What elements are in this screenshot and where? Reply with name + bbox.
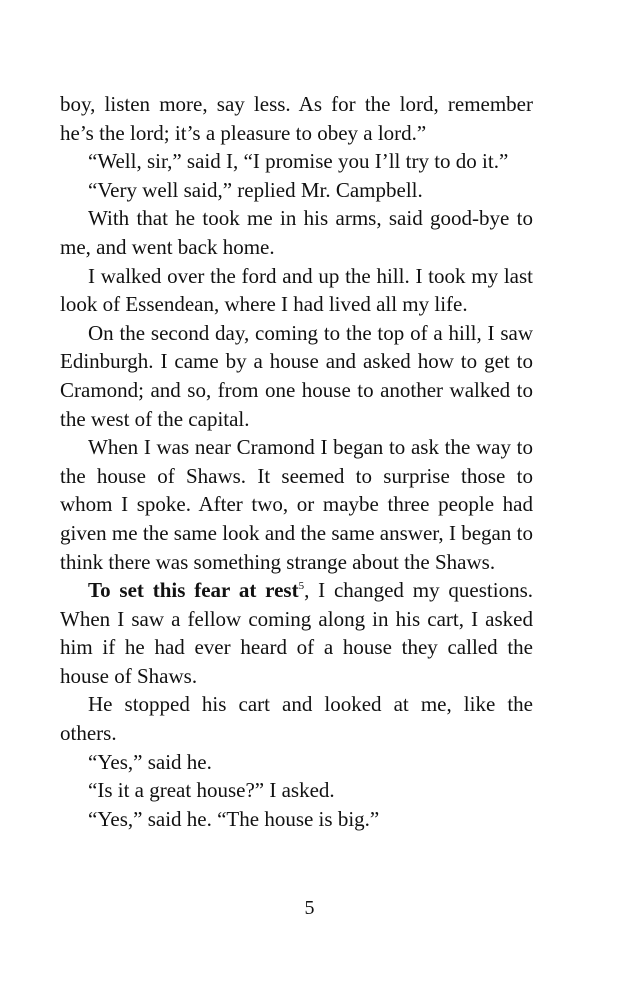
paragraph: “Is it a great house?” I asked. — [88, 778, 335, 803]
paragraph: When I was near Cramond I began to ask the way to the house of Shaws. It seemed to surprise those to whom I spoke. After two, or maybe three people had given me the same look and the same answer, I began to think there was something strange about the Shaws. — [60, 435, 533, 574]
paragraph: “Well, sir,” said I, “I promise you I’ll try to do it.” — [88, 149, 509, 174]
paragraph: boy, listen more, say less. As for the lord, remember he’s the lord; it’s a pleasure to obey a lord.” — [60, 92, 533, 145]
paragraph: He stopped his cart and looked at me, like the others. — [60, 692, 533, 746]
paragraph: I walked over the ford and up the hill. I took my last look of Essendean, where I had lived all my life. — [60, 263, 533, 317]
paragraph-with-footnote — [60, 576, 533, 690]
paragraph: “Very well said,” replied Mr. Campbell. — [88, 177, 423, 202]
paragraph: With that he took me in his arms, said good-bye to me, and went back home. — [60, 206, 533, 259]
paragraph: “Yes,” said he. — [88, 749, 212, 774]
page-number: 5 — [304, 897, 315, 919]
paragraph-text: , I changed my questions. When I saw a fellow coming along in his cart, I asked him if he had ever heard of a house they called the house of Shaws. — [60, 578, 533, 688]
paragraph: “Yes,” said he. “The house is big.” — [88, 806, 380, 831]
paragraph: On the second day, coming to the top of a hill, I saw Edinburgh. I came by a house and asked how to get to Cramond; and so, from one house to another walked to the west of the capital. — [60, 320, 533, 431]
bold-phrase: To set this fear at rest — [88, 578, 299, 603]
footnote-marker[interactable]: 5 — [298, 580, 305, 593]
page-body — [60, 90, 533, 833]
